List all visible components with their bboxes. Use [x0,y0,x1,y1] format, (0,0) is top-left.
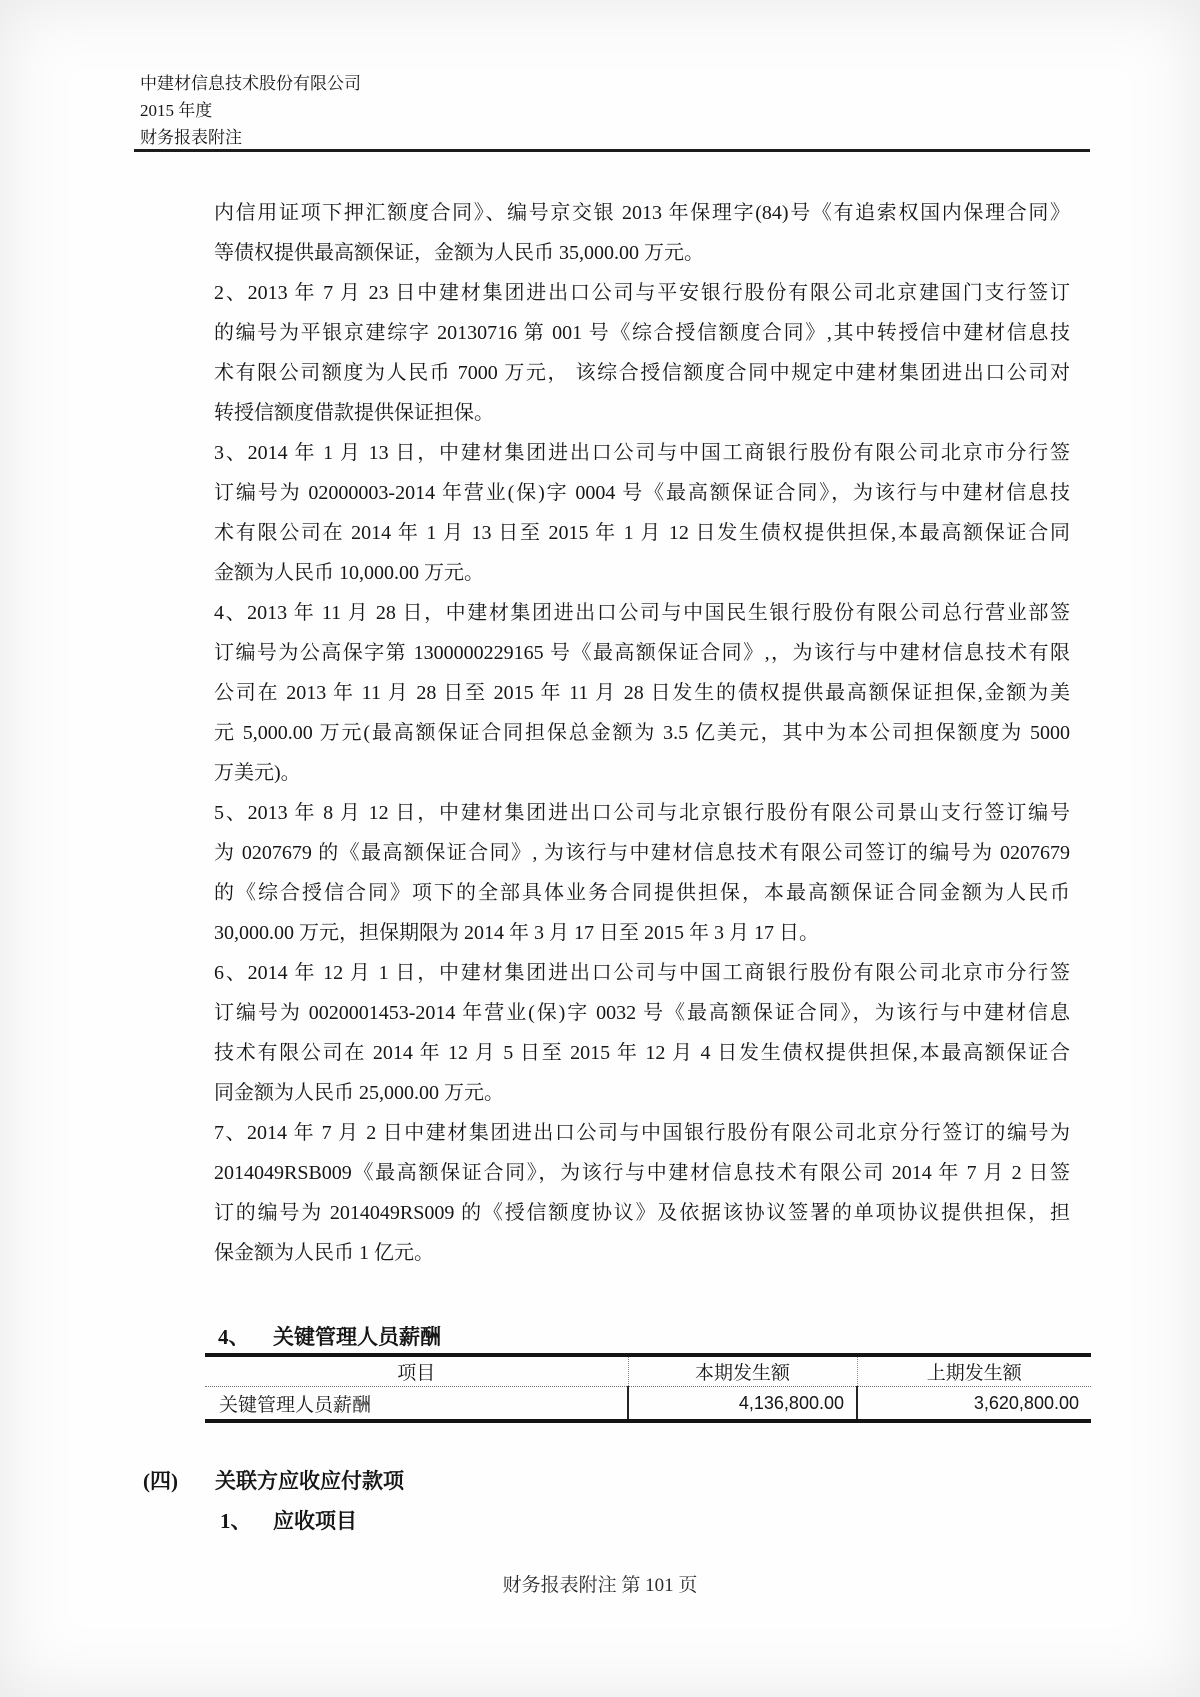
document-title: 财务报表附注 [140,128,242,147]
body-text-line: 万美元)。 [214,762,301,784]
body-text-line: 术有限公司额度为人民币 7000 万元， 该综合授信额度合同中规定中建材集团进出口公司对 [214,362,1070,384]
page-footer: 财务报表附注 第 101 页 [502,1575,698,1596]
body-text-block [214,193,1070,1273]
body-text-line: 2014049RSB009《最高额保证合同》，为该行与中建材信息技术有限公司 2014 年 7 月 2 日签 [214,1162,1070,1184]
row-prior-amount: 3,620,800.00 [857,1387,1091,1422]
row-item-label: 关键管理人员薪酬 [219,1394,372,1416]
body-text-line: 保金额为人民币 1 亿元。 [214,1242,434,1264]
section-si-number: (四) [143,1469,178,1493]
report-year: 2015 年度 [140,101,213,120]
compensation-table [205,1353,1091,1423]
header-divider-rule [134,149,1090,152]
body-text-line: 元 5,000.00 万元(最高额保证合同担保总金额为 3.5 亿美元，其中为本公司担保额度为 5000 [214,722,1070,744]
body-text-line: 技术有限公司在 2014 年 12 月 5 日至 2015 年 12 月 4 日发生债权提供担保,本最高额保证合 [214,1042,1070,1064]
table-header-row [205,1355,1091,1387]
body-text-line: 订的编号为 2014049RS009 的《授信额度协议》及依据该协议签署的单项协议提供担保，担 [214,1202,1070,1224]
body-text-line: 订编号为 0020001453-2014 年营业(保)字 0032 号《最高额保证合同》，为该行与中建材信息 [214,1002,1070,1024]
section-si-title: 关联方应收应付款项 [215,1469,404,1493]
body-text-line: 的《综合授信合同》项下的全部具体业务合同提供担保，本最高额保证合同金额为人民币 [214,882,1070,904]
body-text-line: 30,000.00 万元，担保期限为 2014 年 3 月 17 日至 2015 年 3 月 17 日。 [214,922,819,944]
table-header-item: 项目 [205,1355,628,1387]
body-text-line: 5、2013 年 8 月 12 日，中建材集团进出口公司与北京银行股份有限公司景山支行签订编号 [214,802,1070,824]
section-si-subheading [220,1506,357,1536]
body-text-line: 术有限公司在 2014 年 1 月 13 日至 2015 年 1 月 12 日发生债权提供担保,本最高额保证合同 [214,522,1070,544]
body-text-line: 等债权提供最高额保证，金额为人民币 35,000.00 万元。 [214,242,704,264]
section4-heading [218,1322,441,1352]
section4-title: 关键管理人员薪酬 [273,1325,441,1349]
row-current-amount: 4,136,800.00 [628,1387,857,1422]
body-text-line: 3、2014 年 1 月 13 日，中建材集团进出口公司与中国工商银行股份有限公司北京市分行签 [214,442,1070,464]
body-text-line: 金额为人民币 10,000.00 万元。 [214,562,484,584]
body-text-line: 7、2014 年 7 月 2 日中建材集团进出口公司与中国银行股份有限公司北京分行签订的编号为 [214,1122,1070,1144]
body-text-line: 6、2014 年 12 月 1 日，中建材集团进出口公司与中国工商银行股份有限公司北京市分行签 [214,962,1070,984]
table-header-current-period: 本期发生额 [628,1355,857,1387]
section-si-sub-number: 1、 [220,1509,252,1533]
body-text-line: 2、2013 年 7 月 23 日中建材集团进出口公司与平安银行股份有限公司北京建国门支行签订 [214,282,1070,304]
body-text-line: 订编号为 02000003-2014 年营业(保)字 0004 号《最高额保证合同》，为该行与中建材信息技 [214,482,1070,504]
table-row [205,1387,1091,1422]
section4-number: 4、 [218,1325,250,1349]
table-header-prior-period: 上期发生额 [857,1355,1091,1387]
body-text-line: 4、2013 年 11 月 28 日，中建材集团进出口公司与中国民生银行股份有限公司总行营业部签 [214,602,1070,624]
section-si-heading [143,1466,404,1496]
body-text-line: 为 0207679 的《最高额保证合同》, 为该行与中建材信息技术有限公司签订的编号为 0207679 [214,842,1070,864]
body-text-line: 订编号为公高保字第 1300000229165 号《最高额保证合同》,，为该行与中建材信息技术有限 [214,642,1070,664]
document-header [140,70,361,151]
body-text-line: 公司在 2013 年 11 月 28 日至 2015 年 11 月 28 日发生的债权提供最高额保证担保,金额为美 [214,682,1070,704]
body-text-line: 的编号为平银京建综字 20130716 第 001 号《综合授信额度合同》,其中转授信中建材信息技 [214,322,1070,344]
body-text-line: 同金额为人民币 25,000.00 万元。 [214,1082,504,1104]
body-text-line: 转授信额度借款提供保证担保。 [214,402,494,424]
body-text-line: 内信用证项下押汇额度合同》、编号京交银 2013 年保理字(84)号《有追索权国内保理合同》 [214,202,1070,224]
section-si-sub-title: 应收项目 [273,1509,357,1533]
company-name: 中建材信息技术股份有限公司 [140,74,361,93]
